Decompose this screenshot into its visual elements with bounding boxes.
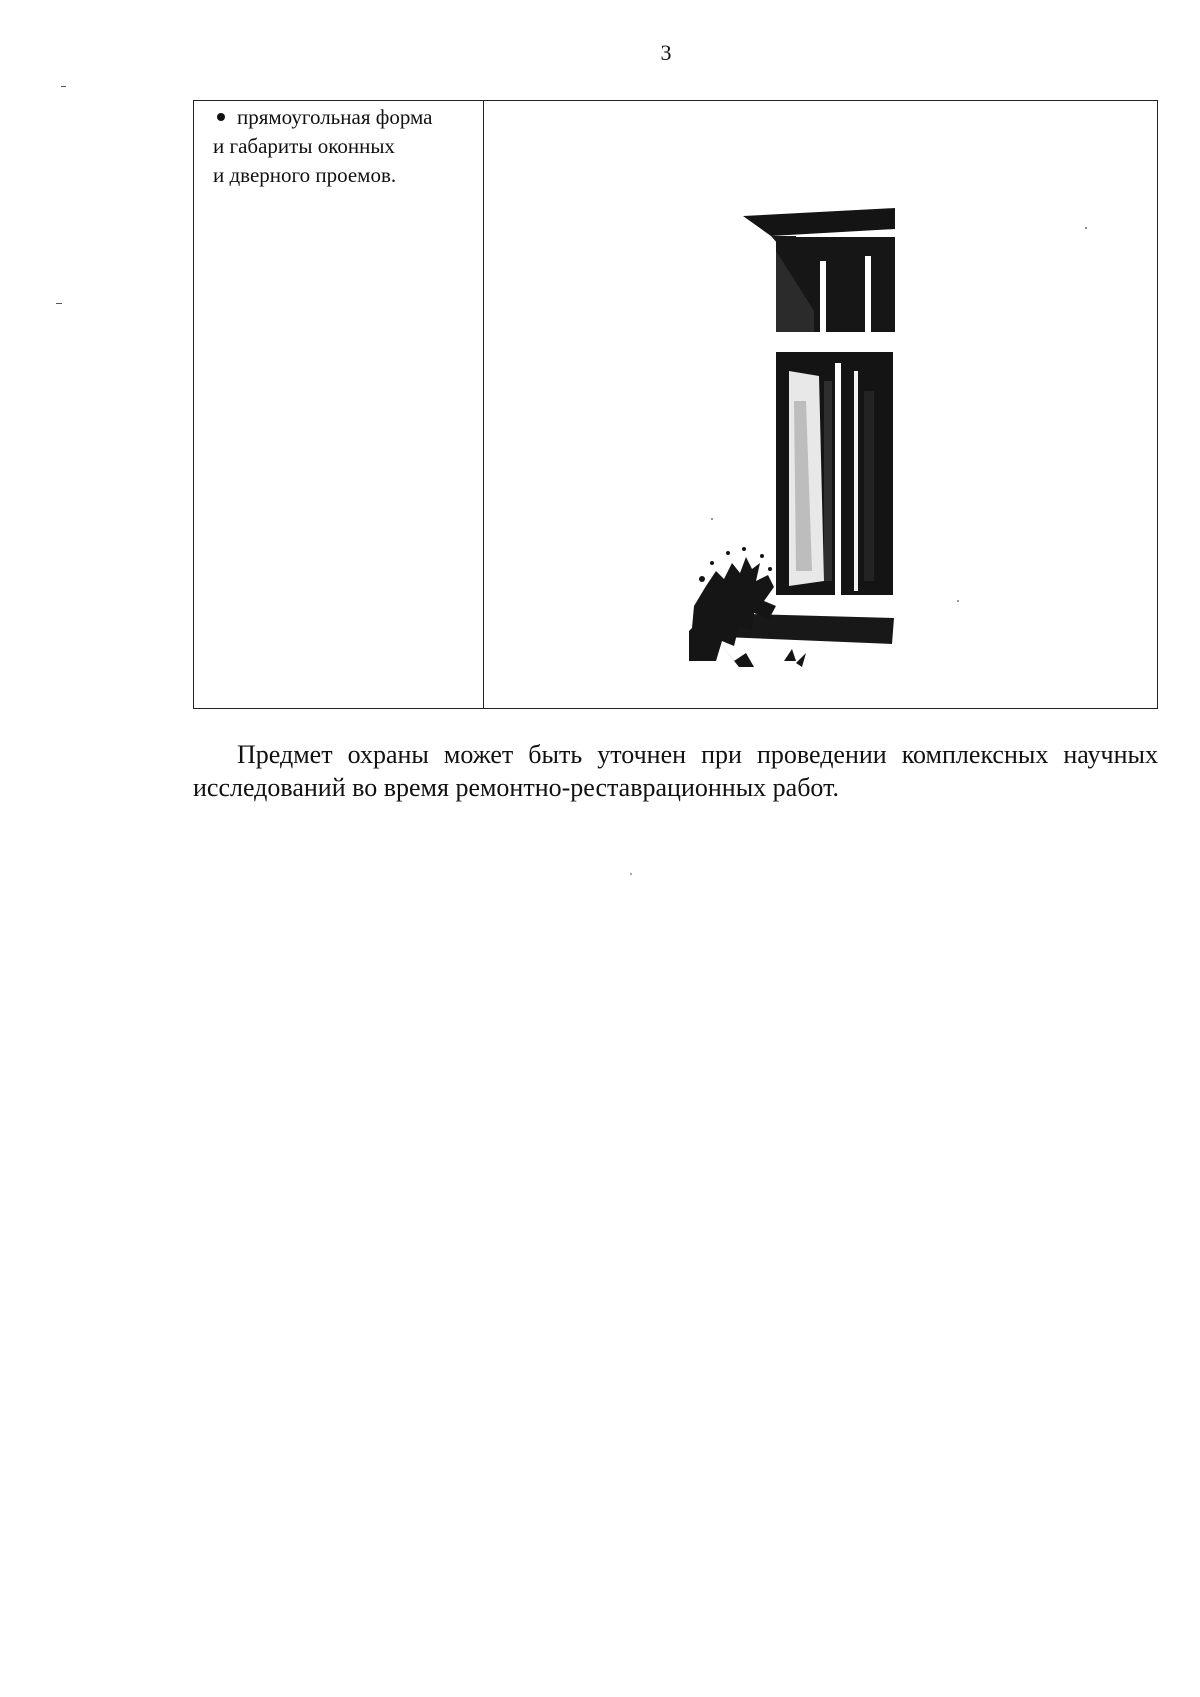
protection-subject-table: [193, 100, 1158, 709]
paper-speck: [630, 873, 632, 875]
bullet-text: прямоугольная форма: [237, 105, 433, 129]
bullet-line-2: и габариты оконных: [213, 134, 395, 158]
table-photo-cell: [484, 101, 1157, 708]
bullet-line-3: и дверного проемов.: [213, 163, 397, 187]
page-number: 3: [660, 40, 672, 65]
scan-mark: [61, 86, 66, 87]
bullet-line-1: [213, 103, 475, 132]
window-photo-icon: [484, 101, 1158, 707]
scan-mark: [56, 303, 62, 304]
table-text-cell: [194, 101, 483, 708]
body-paragraph: Предмет охраны может быть уточнен при проведении комплексных научных исследований во время ремонтно-реставрационных работ.: [193, 740, 1158, 802]
bullet-icon: [217, 113, 225, 121]
